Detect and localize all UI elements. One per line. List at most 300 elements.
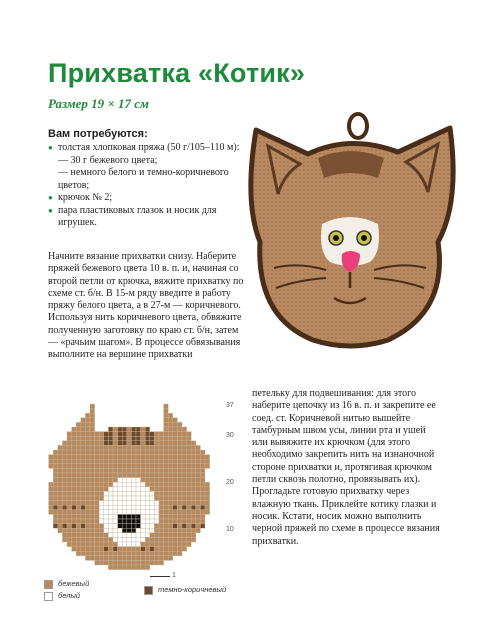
chart-cell bbox=[113, 436, 118, 441]
chart-cell bbox=[136, 542, 141, 547]
chart-cell bbox=[145, 436, 150, 441]
chart-cell bbox=[76, 455, 81, 460]
chart-cell bbox=[173, 478, 178, 483]
chart-cell bbox=[200, 514, 205, 519]
chart-cell bbox=[108, 565, 113, 570]
chart-cell bbox=[90, 551, 95, 556]
chart-cell bbox=[177, 528, 182, 533]
chart-cell bbox=[81, 551, 86, 556]
chart-cell bbox=[164, 482, 169, 487]
chart-cell bbox=[58, 524, 63, 529]
chart-cell bbox=[95, 441, 100, 446]
chart-cell bbox=[104, 514, 109, 519]
chart-cell bbox=[136, 445, 141, 450]
chart-cell bbox=[127, 556, 132, 561]
chart-cell bbox=[177, 487, 182, 492]
chart-cell bbox=[122, 496, 127, 501]
chart-cell bbox=[85, 450, 90, 455]
chart-cell bbox=[104, 455, 109, 460]
chart-cell bbox=[72, 528, 77, 533]
chart-cell bbox=[168, 422, 173, 427]
chart-cell bbox=[67, 519, 72, 524]
chart-cell bbox=[136, 459, 141, 464]
chart-cell bbox=[67, 496, 72, 501]
chart-cell bbox=[90, 445, 95, 450]
chart-cell bbox=[173, 519, 178, 524]
chart-cell bbox=[196, 505, 201, 510]
chart-cell bbox=[164, 491, 169, 496]
chart-cell bbox=[205, 459, 210, 464]
chart-cell bbox=[72, 441, 77, 446]
chart-cell bbox=[200, 510, 205, 515]
chart-cell bbox=[145, 496, 150, 501]
chart-cell bbox=[196, 496, 201, 501]
chart-cell bbox=[81, 547, 86, 552]
chart-cell bbox=[104, 551, 109, 556]
chart-cell bbox=[182, 455, 187, 460]
chart-cell bbox=[99, 459, 104, 464]
chart-cell bbox=[145, 505, 150, 510]
chart-cell bbox=[127, 468, 132, 473]
chart-cell bbox=[118, 514, 123, 519]
chart-cell bbox=[141, 459, 146, 464]
chart-cell bbox=[154, 514, 159, 519]
chart-cell bbox=[122, 455, 127, 460]
chart-cell bbox=[131, 441, 136, 446]
chart-cell bbox=[81, 528, 86, 533]
chart-cell bbox=[150, 537, 155, 542]
chart-cell bbox=[196, 482, 201, 487]
chart-cell bbox=[76, 468, 81, 473]
chart-cell bbox=[118, 468, 123, 473]
chart-cell bbox=[99, 528, 104, 533]
chart-cell bbox=[90, 510, 95, 515]
chart-cell bbox=[76, 436, 81, 441]
chart-cell bbox=[53, 519, 58, 524]
chart-cell bbox=[95, 501, 100, 506]
chart-cell bbox=[187, 450, 192, 455]
chart-cell bbox=[177, 505, 182, 510]
page-title: Прихватка «Котик» bbox=[48, 58, 306, 88]
chart-cell bbox=[164, 436, 169, 441]
chart-cell bbox=[164, 445, 169, 450]
chart-cell bbox=[196, 514, 201, 519]
chart-cell bbox=[187, 542, 192, 547]
chart-cell bbox=[196, 524, 201, 529]
chart-cell bbox=[150, 491, 155, 496]
chart-cell bbox=[191, 496, 196, 501]
chart-cell bbox=[90, 436, 95, 441]
chart-cell bbox=[99, 519, 104, 524]
chart-cell bbox=[67, 478, 72, 483]
chart-cell bbox=[168, 455, 173, 460]
chart-cell bbox=[150, 551, 155, 556]
chart-cell bbox=[141, 432, 146, 437]
row-number: 1 bbox=[172, 572, 176, 579]
chart-cell bbox=[145, 514, 150, 519]
chart-cell bbox=[154, 519, 159, 524]
chart-cell bbox=[191, 464, 196, 469]
chart-cell bbox=[187, 432, 192, 437]
chart-cell bbox=[150, 436, 155, 441]
chart-cell bbox=[164, 505, 169, 510]
chart-cell bbox=[99, 487, 104, 492]
chart-cell bbox=[141, 505, 146, 510]
chart-cell bbox=[145, 565, 150, 570]
chart-cell bbox=[136, 519, 141, 524]
chart-cell bbox=[122, 514, 127, 519]
chart-cell bbox=[90, 547, 95, 552]
chart-cell bbox=[62, 505, 67, 510]
chart-cell bbox=[141, 473, 146, 478]
chart-cell bbox=[177, 482, 182, 487]
chart-cell bbox=[113, 468, 118, 473]
chart-cell bbox=[187, 514, 192, 519]
chart-cell bbox=[95, 450, 100, 455]
chart-cell bbox=[141, 556, 146, 561]
chart-cell bbox=[122, 473, 127, 478]
chart-cell bbox=[81, 487, 86, 492]
chart-cell bbox=[154, 445, 159, 450]
chart-cell bbox=[113, 560, 118, 565]
chart-cell bbox=[136, 482, 141, 487]
chart-cell bbox=[205, 505, 210, 510]
chart-cell bbox=[104, 560, 109, 565]
chart-cell bbox=[177, 455, 182, 460]
chart-cell bbox=[187, 468, 192, 473]
chart-cell bbox=[141, 519, 146, 524]
chart-cell bbox=[118, 445, 123, 450]
chart-cell bbox=[196, 478, 201, 483]
chart-cell bbox=[99, 547, 104, 552]
chart-cell bbox=[85, 478, 90, 483]
chart-cell bbox=[118, 524, 123, 529]
chart-cell bbox=[182, 427, 187, 432]
chart-cell bbox=[67, 501, 72, 506]
chart-cell bbox=[58, 491, 63, 496]
chart-cell bbox=[104, 556, 109, 561]
chart-cell bbox=[113, 441, 118, 446]
chart-cell bbox=[150, 505, 155, 510]
chart-cell bbox=[90, 524, 95, 529]
chart-cell bbox=[173, 455, 178, 460]
chart-cell bbox=[164, 524, 169, 529]
chart-cell bbox=[108, 542, 113, 547]
chart-cell bbox=[127, 445, 132, 450]
chart-cell bbox=[90, 528, 95, 533]
chart-cell bbox=[58, 501, 63, 506]
chart-cell bbox=[131, 565, 136, 570]
chart-cell bbox=[122, 542, 127, 547]
chart-cell bbox=[122, 441, 127, 446]
chart-cell bbox=[76, 487, 81, 492]
chart-cell bbox=[196, 519, 201, 524]
chart-cell bbox=[81, 542, 86, 547]
chart-cell bbox=[81, 464, 86, 469]
chart-cell bbox=[127, 514, 132, 519]
chart-cell bbox=[99, 464, 104, 469]
chart-cell bbox=[136, 478, 141, 483]
chart-cell bbox=[85, 441, 90, 446]
chart-cell bbox=[141, 528, 146, 533]
chart-cell bbox=[187, 528, 192, 533]
chart-cell bbox=[95, 459, 100, 464]
chart-cell bbox=[85, 413, 90, 418]
chart-cell bbox=[159, 436, 164, 441]
chart-cell bbox=[122, 524, 127, 529]
chart-cell bbox=[90, 427, 95, 432]
chart-cell bbox=[113, 478, 118, 483]
chart-cell bbox=[141, 445, 146, 450]
chart-cell bbox=[76, 514, 81, 519]
chart-cell bbox=[168, 487, 173, 492]
chart-cell bbox=[108, 491, 113, 496]
chart-cell bbox=[95, 487, 100, 492]
chart-cell bbox=[145, 560, 150, 565]
chart-cell bbox=[67, 432, 72, 437]
chart-cell bbox=[49, 482, 54, 487]
chart-cell bbox=[177, 501, 182, 506]
chart-cell bbox=[164, 551, 169, 556]
chart-cell bbox=[104, 473, 109, 478]
chart-cell bbox=[182, 528, 187, 533]
chart-cell bbox=[136, 441, 141, 446]
chart-cell bbox=[122, 464, 127, 469]
chart-cell bbox=[200, 491, 205, 496]
chart-cell bbox=[81, 482, 86, 487]
chart-cell bbox=[72, 491, 77, 496]
chart-cell bbox=[76, 422, 81, 427]
chart-cell bbox=[131, 427, 136, 432]
chart-cell bbox=[122, 459, 127, 464]
chart-cell bbox=[72, 459, 77, 464]
chart-cell bbox=[141, 551, 146, 556]
chart-cell bbox=[141, 427, 146, 432]
chart-cell bbox=[76, 524, 81, 529]
chart-cell bbox=[95, 560, 100, 565]
legend-swatch-dark-brown bbox=[144, 586, 153, 595]
chart-cell bbox=[49, 455, 54, 460]
chart-cell bbox=[164, 501, 169, 506]
chart-cell bbox=[58, 528, 63, 533]
chart-cell bbox=[173, 542, 178, 547]
chart-cell bbox=[104, 482, 109, 487]
chart-cell bbox=[127, 551, 132, 556]
chart-cell bbox=[196, 491, 201, 496]
chart-cell bbox=[177, 496, 182, 501]
chart-cell bbox=[95, 551, 100, 556]
chart-cell bbox=[154, 468, 159, 473]
chart-cell bbox=[131, 473, 136, 478]
chart-cell bbox=[95, 473, 100, 478]
chart-cell bbox=[99, 542, 104, 547]
chart-cell bbox=[49, 510, 54, 515]
chart-cell bbox=[53, 510, 58, 515]
chart-cell bbox=[145, 542, 150, 547]
chart-cell bbox=[164, 496, 169, 501]
chart-cell bbox=[104, 537, 109, 542]
chart-cell bbox=[113, 450, 118, 455]
chart-cell bbox=[127, 510, 132, 515]
chart-cell bbox=[159, 533, 164, 538]
chart-cell bbox=[177, 432, 182, 437]
chart-cell bbox=[72, 487, 77, 492]
chart-cell bbox=[76, 533, 81, 538]
chart-cell bbox=[154, 455, 159, 460]
chart-cell bbox=[131, 487, 136, 492]
chart-cell bbox=[95, 556, 100, 561]
chart-cell bbox=[182, 487, 187, 492]
chart-cell bbox=[113, 487, 118, 492]
chart-cell bbox=[200, 524, 205, 529]
chart-cell bbox=[187, 455, 192, 460]
chart-cell bbox=[95, 464, 100, 469]
chart-cell bbox=[90, 482, 95, 487]
chart-cell bbox=[131, 510, 136, 515]
chart-cell bbox=[131, 478, 136, 483]
chart-cell bbox=[81, 445, 86, 450]
chart-cell bbox=[173, 432, 178, 437]
chart-cell bbox=[99, 441, 104, 446]
chart-cell bbox=[177, 468, 182, 473]
chart-cell bbox=[145, 459, 150, 464]
chart-cell bbox=[113, 473, 118, 478]
chart-cell bbox=[145, 455, 150, 460]
chart-cell bbox=[177, 519, 182, 524]
crochet-chart bbox=[44, 400, 222, 575]
chart-cell bbox=[173, 427, 178, 432]
chart-cell bbox=[150, 473, 155, 478]
chart-cell bbox=[49, 464, 54, 469]
chart-cell bbox=[141, 560, 146, 565]
chart-cell bbox=[118, 464, 123, 469]
chart-cell bbox=[154, 501, 159, 506]
materials-item: — 30 г бежевого цвета; bbox=[58, 154, 158, 166]
chart-cell bbox=[205, 491, 210, 496]
chart-cell bbox=[104, 533, 109, 538]
chart-cell bbox=[113, 496, 118, 501]
chart-cell bbox=[182, 432, 187, 437]
chart-cell bbox=[99, 436, 104, 441]
chart-cell bbox=[164, 441, 169, 446]
chart-cell bbox=[164, 478, 169, 483]
chart-cell bbox=[191, 514, 196, 519]
chart-cell bbox=[182, 514, 187, 519]
chart-cell bbox=[99, 496, 104, 501]
chart-cell bbox=[81, 432, 86, 437]
chart-cell bbox=[90, 413, 95, 418]
chart-cell bbox=[131, 551, 136, 556]
chart-cell bbox=[131, 537, 136, 542]
chart-cell bbox=[164, 455, 169, 460]
chart-cell bbox=[200, 459, 205, 464]
legend-beige: бежевый bbox=[58, 579, 90, 588]
instructions-text: Начните вязание прихватки снизу. Наберите пряжей бежевого цвета 10 в. п. и, начиная со второй петли от крючка, вяжите прихватку по схеме ст. б/н. В 15-м ряду введите в работу пряжу белого цвета, а в 27-м — коричневого. Используя нить коричневого цвета, обвяжите полученную заготовку по краю ст. б/н, затем — «рачьим шагом». В процессе обвязывания выполните на вершине прихватки bbox=[48, 251, 244, 361]
chart-cell bbox=[95, 505, 100, 510]
chart-cell bbox=[127, 436, 132, 441]
chart-cell bbox=[173, 524, 178, 529]
chart-cell bbox=[76, 450, 81, 455]
chart-cell bbox=[99, 432, 104, 437]
chart-cell bbox=[196, 450, 201, 455]
chart-cell bbox=[122, 528, 127, 533]
chart-cell bbox=[108, 560, 113, 565]
chart-cell bbox=[85, 542, 90, 547]
chart-cell bbox=[108, 455, 113, 460]
chart-cell bbox=[58, 496, 63, 501]
chart-cell bbox=[154, 478, 159, 483]
chart-cell bbox=[81, 519, 86, 524]
chart-cell bbox=[99, 450, 104, 455]
chart-cell bbox=[95, 510, 100, 515]
chart-cell bbox=[72, 482, 77, 487]
chart-cell bbox=[182, 524, 187, 529]
chart-cell bbox=[136, 533, 141, 538]
chart-cell bbox=[131, 482, 136, 487]
legend-dark-brown: темно-коричневый bbox=[158, 585, 227, 594]
chart-cell bbox=[85, 487, 90, 492]
chart-cell bbox=[81, 436, 86, 441]
chart-cell bbox=[196, 510, 201, 515]
chart-cell bbox=[196, 487, 201, 492]
chart-cell bbox=[164, 404, 169, 409]
chart-cell bbox=[113, 537, 118, 542]
chart-cell bbox=[177, 524, 182, 529]
chart-cell bbox=[168, 445, 173, 450]
chart-cell bbox=[122, 491, 127, 496]
chart-cell bbox=[145, 537, 150, 542]
chart-cell bbox=[150, 542, 155, 547]
chart-cell bbox=[145, 556, 150, 561]
chart-cell bbox=[99, 537, 104, 542]
chart-cell bbox=[72, 450, 77, 455]
chart-cell bbox=[99, 560, 104, 565]
chart-cell bbox=[113, 547, 118, 552]
chart-cell bbox=[62, 487, 67, 492]
chart-cell bbox=[118, 501, 123, 506]
chart-cell bbox=[168, 496, 173, 501]
chart-cell bbox=[90, 432, 95, 437]
chart-cell bbox=[113, 519, 118, 524]
chart-cell bbox=[118, 459, 123, 464]
chart-cell bbox=[173, 533, 178, 538]
chart-cell bbox=[205, 487, 210, 492]
chart-cell bbox=[72, 501, 77, 506]
chart-cell bbox=[131, 468, 136, 473]
chart-cell bbox=[76, 473, 81, 478]
chart-cell bbox=[168, 501, 173, 506]
chart-cell bbox=[62, 524, 67, 529]
chart-cell bbox=[159, 514, 164, 519]
chart-cell bbox=[154, 487, 159, 492]
chart-cell bbox=[122, 560, 127, 565]
chart-cell bbox=[76, 459, 81, 464]
chart-cell bbox=[108, 459, 113, 464]
chart-cell bbox=[154, 510, 159, 515]
row-number: 10 bbox=[226, 526, 234, 533]
chart-cell bbox=[173, 482, 178, 487]
chart-cell bbox=[118, 542, 123, 547]
chart-cell bbox=[145, 533, 150, 538]
chart-cell bbox=[90, 537, 95, 542]
chart-cell bbox=[108, 496, 113, 501]
chart-cell bbox=[200, 482, 205, 487]
chart-cell bbox=[62, 519, 67, 524]
chart-cell bbox=[81, 505, 86, 510]
chart-cell bbox=[173, 505, 178, 510]
chart-cell bbox=[53, 468, 58, 473]
chart-cell bbox=[131, 560, 136, 565]
